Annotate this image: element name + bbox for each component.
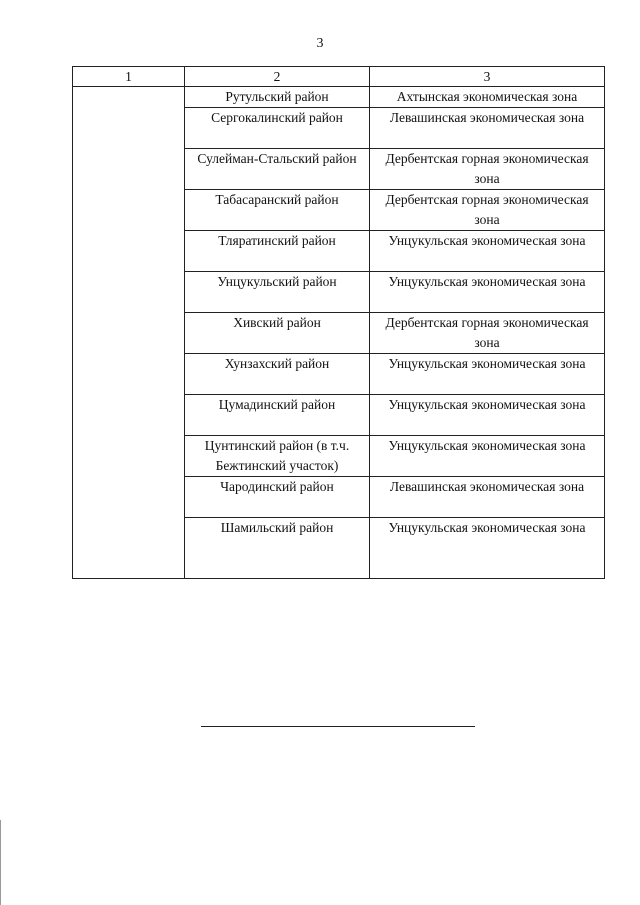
district-cell: Цумадинский район xyxy=(185,395,370,436)
district-cell: Сулейман-Стальский район xyxy=(185,149,370,190)
zone-cell: Дербентская горная экономическая зона xyxy=(370,149,605,190)
zone-cell: Унцукульская экономическая зона xyxy=(370,354,605,395)
district-cell: Цунтинский район (в т.ч. Бежтинский участок) xyxy=(185,436,370,477)
table-row xyxy=(73,87,605,108)
scan-edge-mark xyxy=(0,820,1,905)
zone-cell: Унцукульская экономическая зона xyxy=(370,231,605,272)
district-cell: Шамильский район xyxy=(185,518,370,579)
header-col-2: 2 xyxy=(185,67,370,87)
empty-col-1-cell xyxy=(73,87,185,579)
zone-cell: Ахтынская экономическая зона xyxy=(370,87,605,108)
district-cell: Рутульский район xyxy=(185,87,370,108)
zone-cell: Унцукульская экономическая зона xyxy=(370,395,605,436)
zone-cell: Унцукульская экономическая зона xyxy=(370,272,605,313)
table-header-row xyxy=(73,67,605,87)
zone-cell: Унцукульская экономическая зона xyxy=(370,518,605,579)
zone-cell: Унцукульская экономическая зона xyxy=(370,436,605,477)
district-cell: Тляратинский район xyxy=(185,231,370,272)
header-col-1: 1 xyxy=(73,67,185,87)
zone-cell: Дербентская горная экономическая зона xyxy=(370,190,605,231)
district-cell: Табасаранский район xyxy=(185,190,370,231)
zone-cell: Левашинская экономическая зона xyxy=(370,108,605,149)
districts-table xyxy=(72,66,605,579)
district-cell: Унцукульский район xyxy=(185,272,370,313)
header-col-3: 3 xyxy=(370,67,605,87)
page-number: 3 xyxy=(316,36,324,51)
zone-cell: Дербентская горная экономическая зона xyxy=(370,313,605,354)
district-cell: Сергокалинский район xyxy=(185,108,370,149)
district-cell: Хунзахский район xyxy=(185,354,370,395)
district-cell: Хивский район xyxy=(185,313,370,354)
table-body xyxy=(73,87,605,579)
district-cell: Чародинский район xyxy=(185,477,370,518)
zone-cell: Левашинская экономическая зона xyxy=(370,477,605,518)
footer-separator-line xyxy=(201,726,475,727)
